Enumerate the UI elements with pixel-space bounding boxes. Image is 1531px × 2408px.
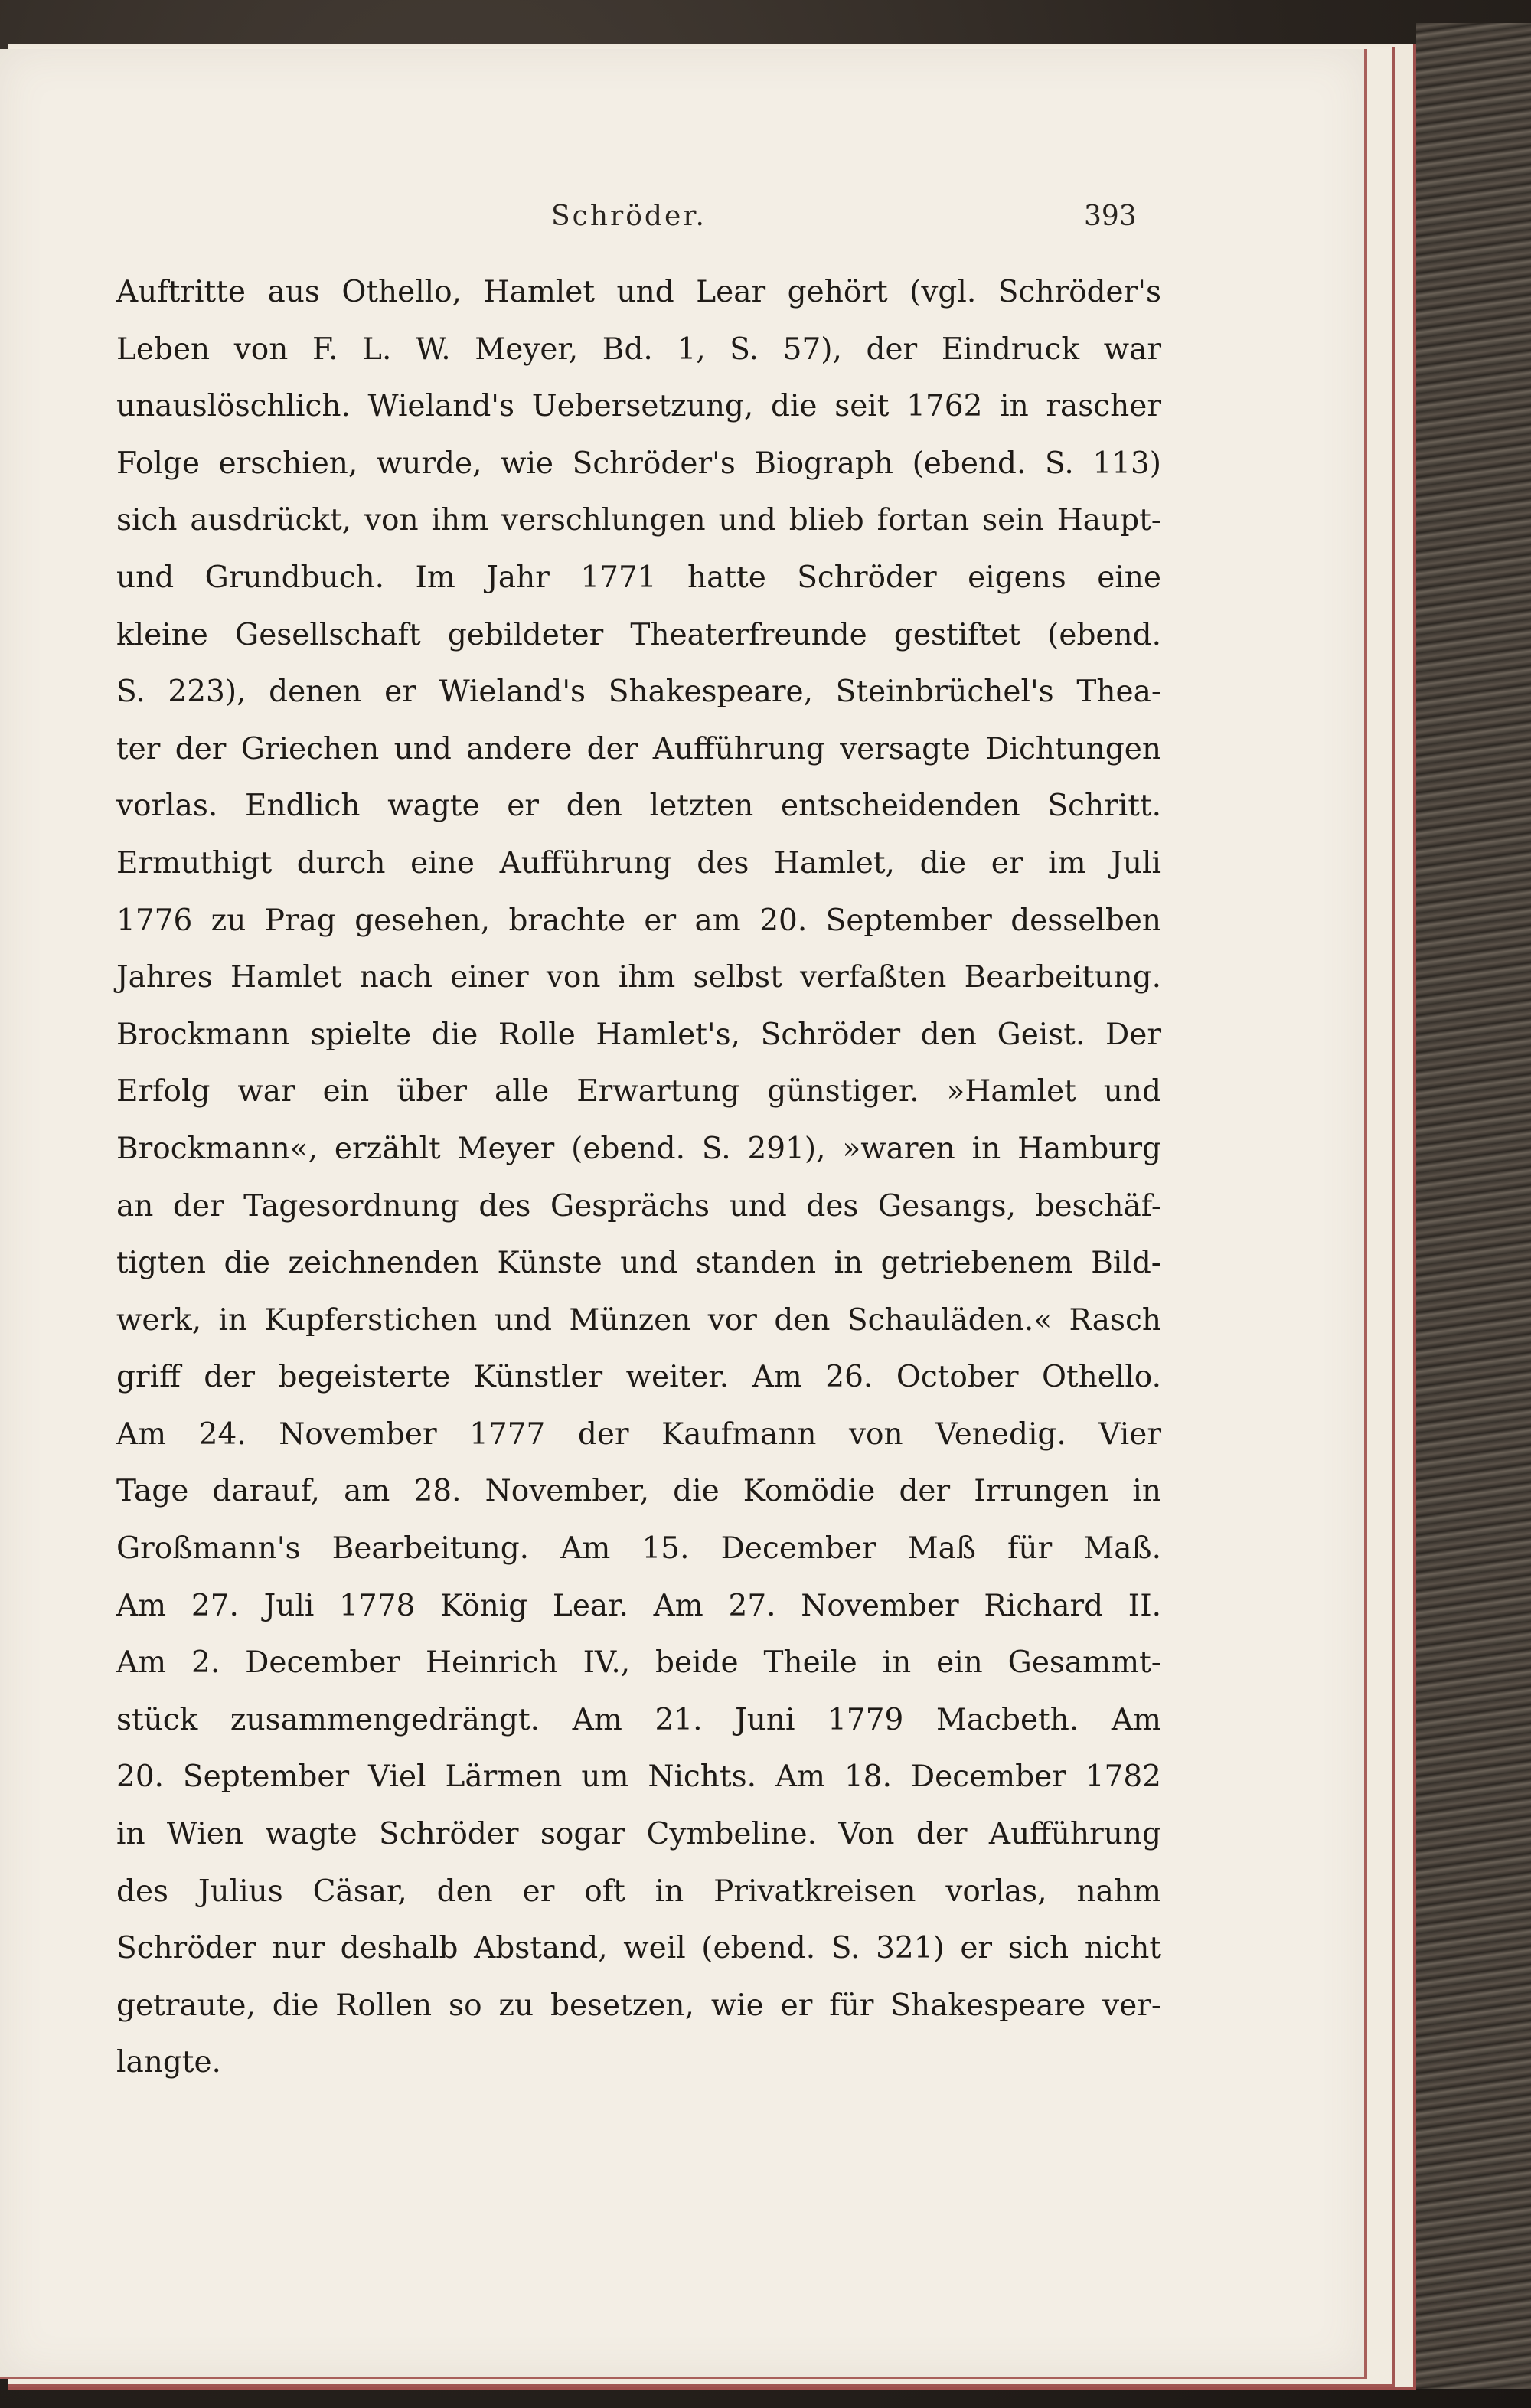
page-number: 393 xyxy=(1084,201,1137,232)
text-line: unauslöschlich. Wieland's Uebersetzung, die seit 1762 in rascher xyxy=(116,389,1161,424)
text-line: in Wien wagte Schröder sogar Cymbeline. Von der Aufführung xyxy=(116,1817,1161,1852)
text-line: Folge erschien, wurde, wie Schröder's Biograph (ebend. S. 113) xyxy=(116,446,1161,481)
text-line: 1776 zu Prag gesehen, brachte er am 20. September desselben xyxy=(116,903,1161,938)
text-line: griff der begeisterte Künstler weiter. Am 26. October Othello. xyxy=(116,1360,1161,1395)
text-line: ter der Griechen und andere der Aufführung versagte Dichtungen xyxy=(116,731,1161,766)
page-header xyxy=(0,201,1364,247)
text-line: Brockmann«, erzählt Meyer (ebend. S. 291), »waren in Hamburg xyxy=(116,1131,1161,1166)
marbled-binding-edge xyxy=(1416,23,1531,2389)
text-line: Am 2. December Heinrich IV., beide Theile in ein Gesammt- xyxy=(116,1645,1161,1681)
text-line: S. 223), denen er Wieland's Shakespeare, Steinbrüchel's Thea- xyxy=(116,675,1161,710)
text-line: kleine Gesellschaft gebildeter Theaterfreunde gestiftet (ebend. xyxy=(116,617,1161,652)
text-line: Schröder nur deshalb Abstand, weil (ebend. S. 321) er sich nicht xyxy=(116,1931,1161,1966)
text-line: an der Tagesordnung des Gesprächs und des Gesangs, beschäf- xyxy=(116,1188,1161,1224)
running-head: Schröder. xyxy=(551,201,707,232)
text-line: langte. xyxy=(116,2045,221,2080)
text-line: Tage darauf, am 28. November, die Komödie der Irrungen in xyxy=(116,1474,1161,1509)
text-line: 20. September Viel Lärmen um Nichts. Am 18. December 1782 xyxy=(116,1759,1161,1795)
text-line: Ermuthigt durch eine Aufführung des Hamlet, die er im Juli xyxy=(116,845,1161,881)
text-line: Auftritte aus Othello, Hamlet und Lear gehört (vgl. Schröder's xyxy=(116,275,1161,309)
text-line: Am 27. Juli 1778 König Lear. Am 27. November Richard II. xyxy=(116,1588,1161,1623)
text-line: Jahres Hamlet nach einer von ihm selbst verfaßten Bearbeitung. xyxy=(116,960,1161,995)
body-text xyxy=(116,264,1161,2092)
text-line: getraute, die Rollen so zu besetzen, wie er für Shakespeare ver- xyxy=(116,1988,1161,2023)
text-line: tigten die zeichnenden Künste und standen in getriebenem Bild- xyxy=(116,1246,1161,1281)
text-line: Erfolg war ein über alle Erwartung günstiger. »Hamlet und xyxy=(116,1074,1161,1109)
text-line: stück zusammengedrängt. Am 21. Juni 1779 Macbeth. Am xyxy=(116,1702,1161,1737)
text-line: Am 24. November 1777 der Kaufmann von Venedig. Vier xyxy=(116,1416,1161,1452)
text-line: vorlas. Endlich wagte er den letzten entscheidenden Schritt. xyxy=(116,789,1161,824)
text-line: sich ausdrückt, von ihm verschlungen und blieb fortan sein Haupt- xyxy=(116,503,1161,538)
text-line: des Julius Cäsar, den er oft in Privatkreisen vorlas, nahm xyxy=(116,1874,1161,1909)
text-line: werk, in Kupferstichen und Münzen vor den Schauläden.« Rasch xyxy=(116,1302,1161,1338)
text-line: Brockmann spielte die Rolle Hamlet's, Schröder den Geist. Der xyxy=(116,1017,1161,1052)
text-line: Großmann's Bearbeitung. Am 15. December Maß für Maß. xyxy=(116,1531,1161,1567)
text-line: Leben von F. L. W. Meyer, Bd. 1, S. 57), der Eindruck war xyxy=(116,332,1161,367)
text-line: und Grundbuch. Im Jahr 1771 hatte Schröder eigens eine xyxy=(116,560,1161,595)
